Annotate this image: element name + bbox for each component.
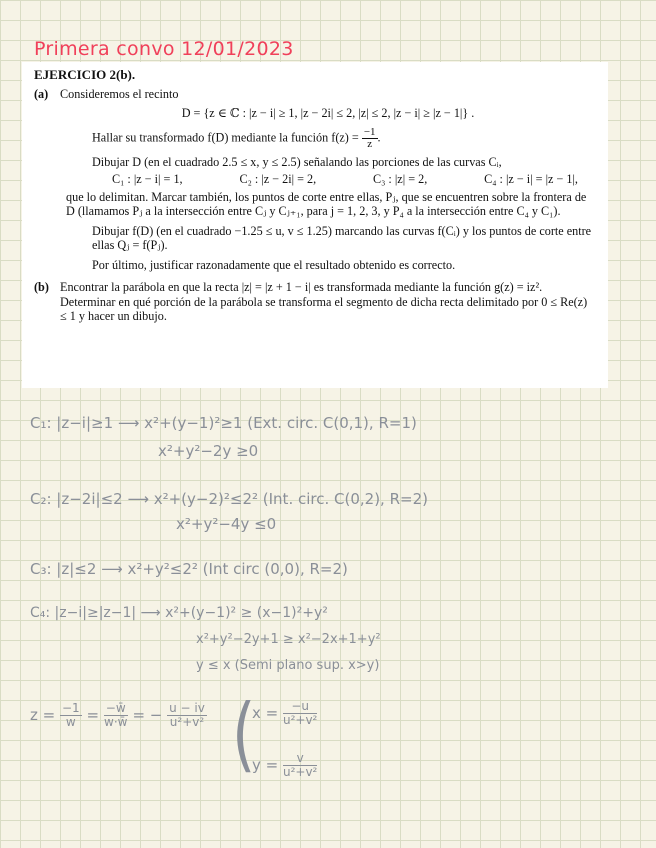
set-definition: D = {z ∈ ℂ : |z − i| ≥ 1, |z − 2i| ≤ 2, |z| ≤ 2, |z − i| ≥ |z − 1|} .	[181, 106, 475, 120]
part-a-label: (a)	[34, 86, 49, 101]
curve-c3: C₃ : |z| = 2,	[373, 172, 428, 186]
note-y-equation	[252, 752, 317, 779]
note-c4-line1: C₄: |z−i|≥|z−1| ⟶ x²+(y−1)² ≥ (x−1)²+y²	[30, 605, 328, 621]
note-x-equation	[252, 700, 317, 727]
part-b	[34, 280, 596, 324]
part-a-justify: Por último, justificar razonadamente que el resultado obtenido es correcto.	[92, 257, 456, 272]
transform-end: .	[377, 129, 381, 144]
exercise-title: EJERCICIO 2(b).	[34, 67, 136, 82]
y-frac-den: u²+v²	[282, 765, 318, 779]
z-frac-2-den: w·w̄	[104, 715, 128, 729]
fraction-numerator: −1	[363, 125, 376, 138]
note-c3-line1: C₃: |z|≤2 ⟶ x²+y²≤2² (Int circ (0,0), R=2)	[30, 560, 348, 578]
part-a-transform	[60, 127, 596, 150]
x-lhs: x =	[252, 704, 283, 722]
note-c1-line2: x²+y²−2y ≥0	[158, 442, 259, 460]
part-a	[34, 87, 596, 273]
note-c2-line1: C₂: |z−2i|≤2 ⟶ x²+(y−2)²≤2² (Int. circ. C(0,2), R=2)	[30, 490, 428, 508]
note-c4-line3: y ≤ x (Semi plano sup. x>y)	[196, 658, 380, 673]
z-lhs: z =	[30, 706, 60, 724]
z-eq-1: =	[81, 706, 104, 724]
curves-list	[60, 172, 596, 187]
z-frac-2	[104, 702, 128, 729]
y-frac-num: v	[283, 752, 317, 766]
note-c1-line1: C₁: |z−i|≥1 ⟶ x²+(y−1)²≥1 (Ext. circ. C(0,1), R=1)	[30, 414, 417, 432]
page-header-date: Primera convo 12/01/2023	[34, 38, 294, 60]
system-brace: (	[232, 687, 256, 782]
part-a-intersections: que lo delimitan. Marcar también, los puntos de corte entre ellas, Pⱼ, que se encuentren sobre la frontera de D (llamamos Pⱼ a la intersección entre Cⱼ y Cⱼ₊₁, para j = 1, 2, 3, y P₄ a la intersección entre C₄ y C₁).	[66, 189, 587, 218]
curve-c1: C₁ : |z − i| = 1,	[112, 172, 183, 186]
z-frac-3	[167, 702, 207, 729]
z-frac-3-den: u²+v²	[169, 715, 205, 729]
part-a-draw-d: Dibujar D (en el cuadrado 2.5 ≤ x, y ≤ 2.5) señalando las porciones de las curvas Cᵢ,	[92, 154, 502, 169]
y-frac	[283, 752, 317, 779]
z-frac-1	[60, 702, 82, 729]
x-frac	[283, 700, 317, 727]
fraction-denominator: z	[367, 137, 373, 150]
note-c2-line2: x²+y²−4y ≤0	[176, 515, 277, 533]
z-frac-1-den: w	[65, 715, 76, 729]
exercise-sheet	[22, 62, 608, 388]
part-b-label: (b)	[34, 280, 49, 294]
fraction-minus-one-over-z	[362, 127, 378, 150]
transform-text: Hallar su transformado f(D) mediante la función f(z) =	[92, 129, 362, 144]
y-lhs: y =	[252, 756, 283, 774]
note-c4-line2: x²+y²−2y+1 ≥ x²−2x+1+y²	[196, 632, 381, 647]
part-a-draw-fd: Dibujar f(D) (en el cuadrado −1.25 ≤ u, v ≤ 1.25) marcando las curvas f(Cᵢ) y los puntos de corte entre ellas Qⱼ = f(Pⱼ).	[92, 223, 592, 252]
part-b-text: Encontrar la parábola en que la recta |z| = |z + 1 − i| es transformada mediante la función g(z) = iz². Determinar en qué porción de la parábola se transforma el segmento de dicha recta delimitado por 0 ≤ Re(z) ≤ 1 y hacer un dibujo.	[60, 280, 588, 323]
z-frac-1-num: −1	[61, 701, 80, 715]
z-eq-2: = −	[127, 706, 168, 724]
x-frac-den: u²+v²	[282, 713, 318, 727]
z-frac-3-num: u − iv	[169, 701, 205, 715]
curve-c4: C₄ : |z − i| = |z − 1|,	[484, 172, 578, 186]
part-a-intro: Consideremos el recinto	[60, 86, 179, 101]
note-z-equation	[30, 702, 207, 729]
curve-c2: C₂ : |z − 2i| = 2,	[239, 172, 317, 186]
z-frac-2-num: −w̄	[105, 701, 126, 715]
x-frac-num: −u	[283, 700, 317, 714]
